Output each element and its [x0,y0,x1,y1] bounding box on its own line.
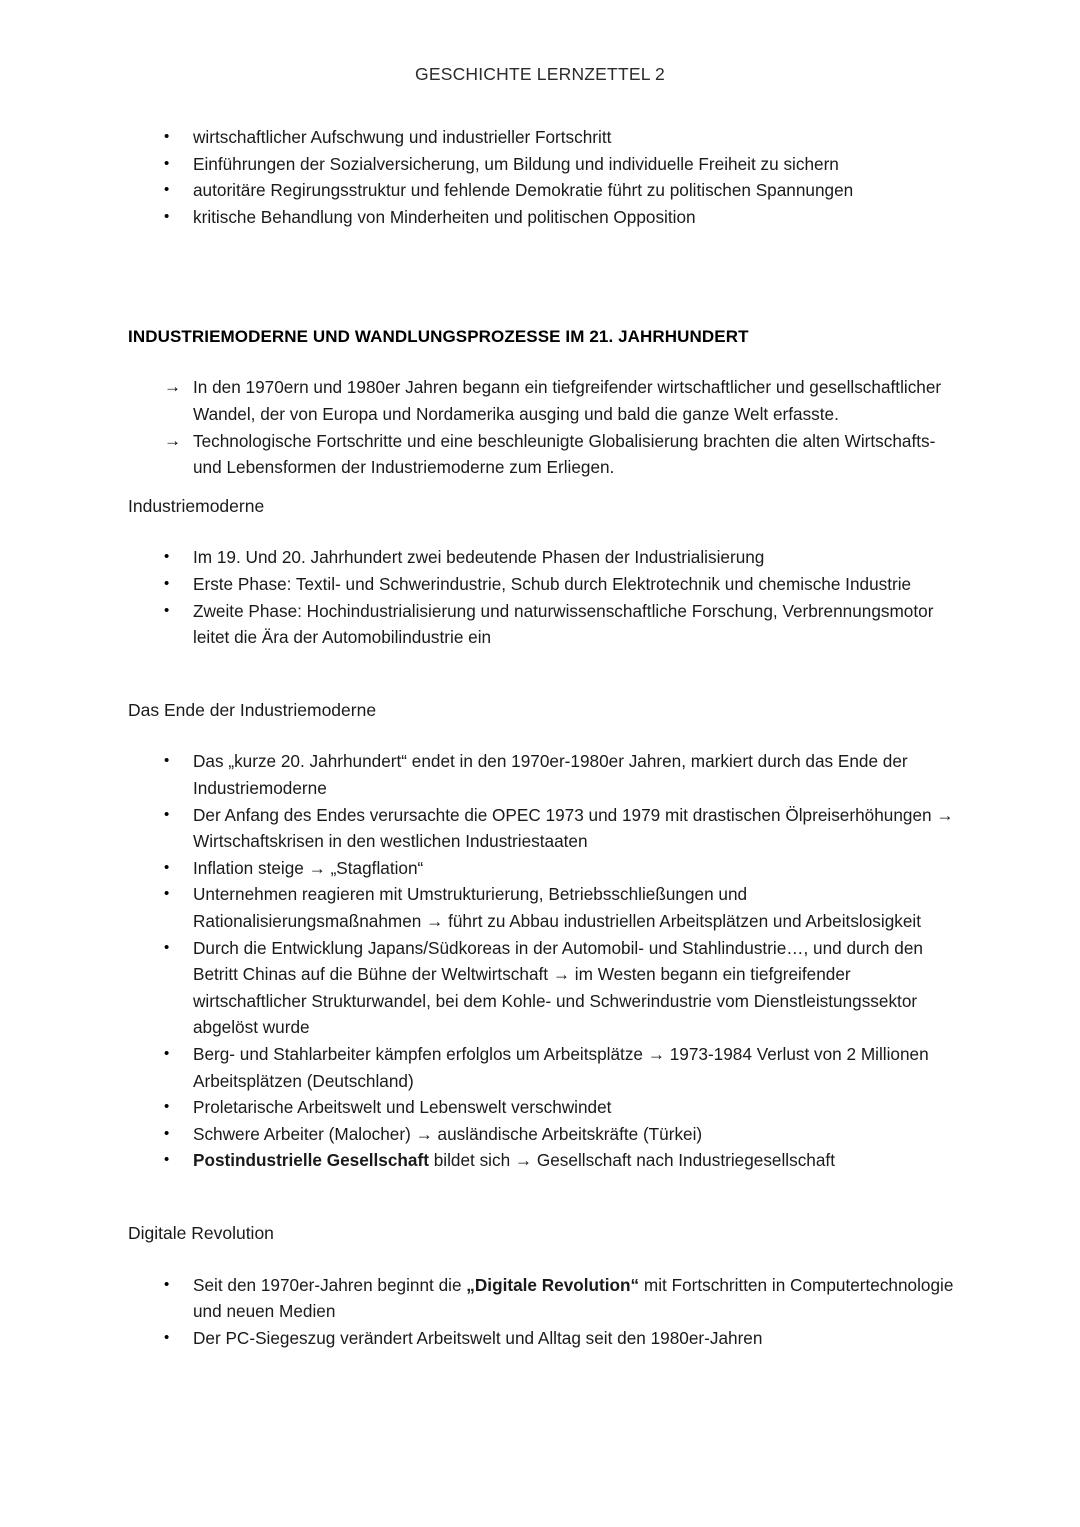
main-section-heading: INDUSTRIEMODERNE UND WANDLUNGSPROZESSE IM 21. JAHRHUNDERT [128,327,749,347]
list-item-text: Unternehmen reagieren mit Umstrukturierung, Betriebsschließungen und Rationalisierungsmaßnahmen → führt zu Abbau industriellen Arbeitsplätzen und Arbeitslosigkeit [193,884,922,932]
subsection-heading-digitale-revolution: Digitale Revolution [128,1222,274,1243]
list-item-text: kritische Behandlung von Minderheiten und politischen Opposition [193,206,696,227]
bullet-icon: • [164,938,170,956]
list-item [128,1325,958,1352]
heading-gap [128,1246,958,1272]
section-gap [128,230,958,326]
bullet-icon: • [164,1275,170,1293]
list-item-text: Berg- und Stahlarbeiter kämpfen erfolglos um Arbeitsplätze → 1973-1984 Verlust von 2 Millionen Arbeitsplätzen (Deutschland) [193,1044,929,1091]
list-item-text: Postindustrielle Gesellschaft bildet sich → Gesellschaft nach Industriegesellschaft [193,1150,835,1171]
list-item [128,544,958,571]
page-title: GESCHICHTE LERNZETTEL 2 [415,64,665,84]
list-item [128,204,958,231]
arrow-point-list [128,374,958,480]
list-item-text: Technologische Fortschritte und eine beschleunigte Globalisierung brachten die alten Wirtschafts- und Lebensformen der Industriemoderne zum Erliegen. [193,430,936,478]
bullet-list-ende-der-industriemoderne [128,748,958,1174]
list-item [128,428,958,481]
bullet-icon: • [164,207,170,225]
bullet-icon: • [164,1045,170,1062]
bullet-icon: • [164,548,170,566]
bullet-icon: • [164,1151,170,1169]
bullet-icon: • [164,128,170,145]
list-item [128,881,958,934]
list-item-text: Seit den 1970er-Jahren beginnt die „Digitale Revolution“ mit Fortschritten in Computertechnologie und neuen Medien [193,1274,954,1322]
list-item-text: Zweite Phase: Hochindustrialisierung und naturwissenschaftliche Forschung, Verbrennungsmotor leitet die Ära der Automobilindustrie ein [193,600,934,648]
heading-gap [128,348,958,374]
bullet-icon: • [164,575,170,593]
list-item-text: Inflation steige → „Stagflation“ [193,857,424,878]
list-item-text: autoritäre Regirungsstruktur und fehlende Demokratie führt zu politischen Spannungen [193,180,854,201]
list-item [128,124,958,151]
list-item [128,598,958,651]
list-item-text: Proletarische Arbeitswelt und Lebenswelt verschwindet [193,1097,612,1118]
bullet-icon: • [164,1124,170,1142]
list-item-text: Durch die Entwicklung Japans/Südkoreas in der Automobil- und Stahlindustrie…, und durch den Betritt Chinas auf die Bühne der Weltwirtschaft → im Westen begann ein tiefgreifender wirtschaftlicher Strukturwandel, bei dem Kohle- und Schwerindustrie vom Dienstleistungssektor abgelöst wurde [193,937,923,1038]
bullet-icon: • [164,1328,170,1346]
list-item [128,374,958,427]
subsection-heading-ende-der-industriemoderne: Das Ende der Industriemoderne [128,699,377,720]
list-item [128,1272,958,1325]
list-item-text: wirtschaftlicher Aufschwung und industrieller Fortschritt [193,127,612,147]
bullet-icon: • [164,858,170,876]
subsection-heading-industriemoderne: Industriemoderne [128,495,265,516]
block-gap [128,481,958,495]
list-item [128,1041,958,1094]
bullet-list-digitale-revolution [128,1272,958,1352]
document-body [128,124,958,1351]
bullet-icon: • [164,601,170,619]
bullet-icon: • [164,181,170,199]
list-item-text: Schwere Arbeiter (Malocher) → ausländische Arbeitskräfte (Türkei) [193,1123,703,1144]
list-item-text: Der Anfang des Endes verursachte die OPEC 1973 und 1979 mit drastischen Ölpreiserhöhungen → Wirtschaftskrisen in den westlichen Industriestaaten [193,804,954,852]
section-gap [128,1174,958,1222]
bullet-icon: • [164,154,170,172]
list-item [128,855,958,882]
bullet-icon: • [164,752,170,770]
heading-gap [128,518,958,544]
list-item-text: Erste Phase: Textil- und Schwerindustrie, Schub durch Elektrotechnik und chemische Industrie [193,574,912,595]
section-gap [128,651,958,699]
bullet-list-industriemoderne [128,544,958,650]
list-item-text: Der PC-Siegeszug verändert Arbeitswelt und Alltag seit den 1980er-Jahren [193,1327,763,1348]
list-item-text: In den 1970ern und 1980er Jahren begann ein tiefgreifender wirtschaftlicher und gesellschaftlicher Wandel, der von Europa und Nordamerika ausging und bald die ganze Welt erfasste. [193,377,942,425]
arrow-icon: → [164,377,181,397]
list-item [128,748,958,801]
arrow-icon: → [164,430,181,450]
list-item [128,177,958,204]
list-item [128,935,958,1041]
list-item [128,802,958,855]
bullet-icon: • [164,805,170,823]
list-item [128,151,958,178]
list-item [128,1094,958,1121]
list-item-text: Einführungen der Sozialversicherung, um Bildung und individuelle Freiheit zu sichern [193,153,839,174]
list-item [128,1121,958,1148]
list-item-text: Im 19. Und 20. Jahrhundert zwei bedeutende Phasen der Industrialisierung [193,547,765,568]
list-item-text: Das „kurze 20. Jahrhundert“ endet in den 1970er-1980er Jahren, markiert durch das Ende der Industriemoderne [193,751,908,799]
bullet-icon: • [164,885,170,903]
heading-gap [128,722,958,748]
list-item [128,1147,958,1174]
list-item [128,571,958,598]
bullet-icon: • [164,1098,170,1116]
top-bullet-list [128,124,958,230]
